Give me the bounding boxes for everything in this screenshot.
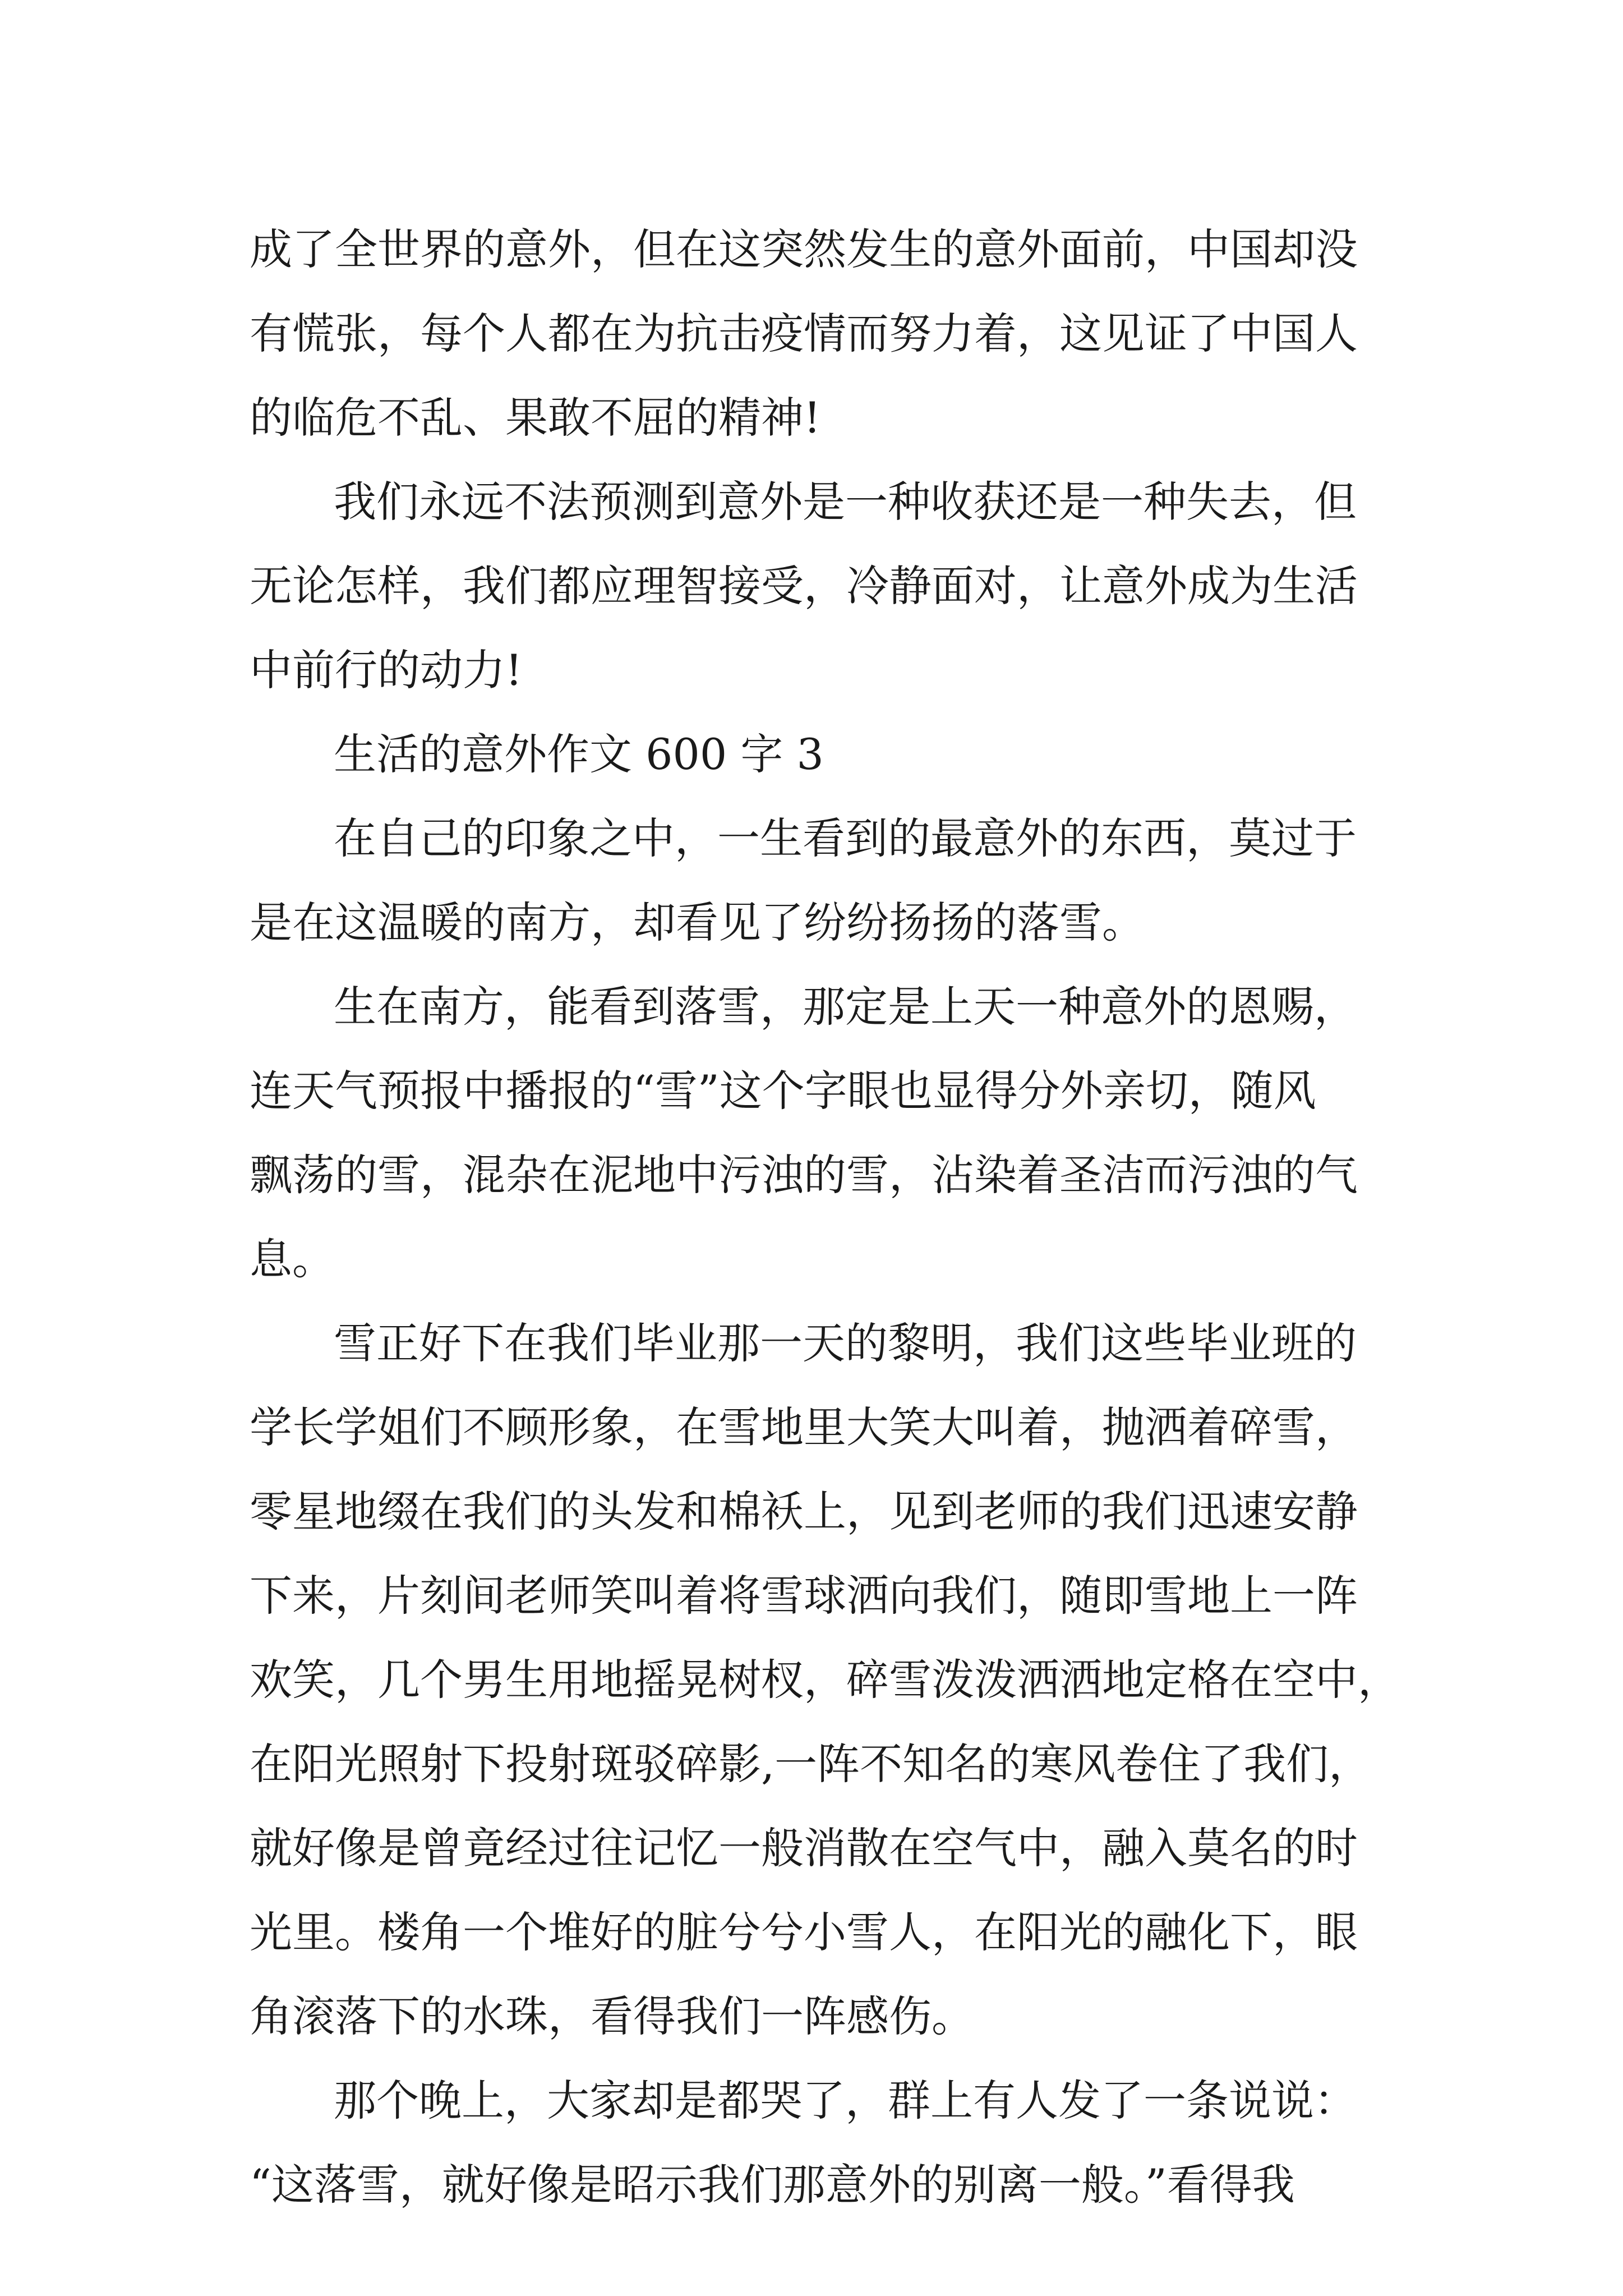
paragraph-first-line: 在自己的印象之中，一生看到的最意外的东西，莫过于 xyxy=(334,813,1357,863)
text-line: “这落雪，就好像是昭示我们那意外的别离一般。”看得我 xyxy=(250,2160,1295,2210)
text-line: 息。 xyxy=(250,1234,335,1284)
text-line: 学长学姐们不顾形象，在雪地里大笑大叫着，抛洒着碎雪， xyxy=(250,1402,1358,1452)
text-line: 欢笑，几个男生用地摇晃树杈，碎雪泼泼洒洒地定格在空中， xyxy=(250,1655,1400,1705)
text-line: 角滚落下的水珠，看得我们一阵感伤。 xyxy=(250,1991,974,2041)
text-line: 是在这温暖的南方，却看见了纷纷扬扬的落雪。 xyxy=(250,898,1145,947)
paragraph-first-line: 我们永远不法预测到意外是一种收获还是一种失去，但 xyxy=(334,477,1357,527)
text-line: 零星地缀在我们的头发和棉袄上，见到老师的我们迅速安静 xyxy=(250,1487,1358,1536)
paragraph-first-line: 那个晚上，大家却是都哭了，群上有人发了一条说说： xyxy=(334,2076,1357,2125)
text-line: 连天气预报中播报的“雪”这个字眼也显得分外亲切，随风 xyxy=(250,1066,1316,1116)
paragraph-first-line: 生在南方，能看到落雪，那定是上天一种意外的恩赐， xyxy=(334,982,1357,1032)
text-line: 成了全世界的意外，但在这突然发生的意外面前，中国却没 xyxy=(250,224,1358,274)
text-line: 下来，片刻间老师笑叫着将雪球洒向我们，随即雪地上一阵 xyxy=(250,1571,1358,1621)
text-line: 中前行的动力! xyxy=(250,645,523,695)
text-line: 有慌张，每个人都在为抗击疫情而努力着，这见证了中国人 xyxy=(250,309,1358,358)
document-body xyxy=(250,208,1400,2227)
text-line: 的临危不乱、果敢不屈的精神! xyxy=(250,393,821,443)
text-line: 在阳光照射下投射斑驳碎影,一阵不知名的寒风卷住了我们， xyxy=(250,1739,1372,1789)
text-line: 光里。楼角一个堆好的脏兮兮小雪人，在阳光的融化下，眼 xyxy=(250,1907,1358,1957)
text-line: 就好像是曾竟经过往记忆一般消散在空气中，融入莫名的时 xyxy=(250,1823,1358,1873)
text-line: 无论怎样，我们都应理智接受，冷静面对，让意外成为生活 xyxy=(250,561,1358,611)
section-heading: 生活的意外作文 600 字 3 xyxy=(334,729,824,779)
paragraph-first-line: 雪正好下在我们毕业那一天的黎明，我们这些毕业班的 xyxy=(334,1318,1357,1368)
text-line: 飘荡的雪，混杂在泥地中污浊的雪，沾染着圣洁而污浊的气 xyxy=(250,1150,1358,1200)
